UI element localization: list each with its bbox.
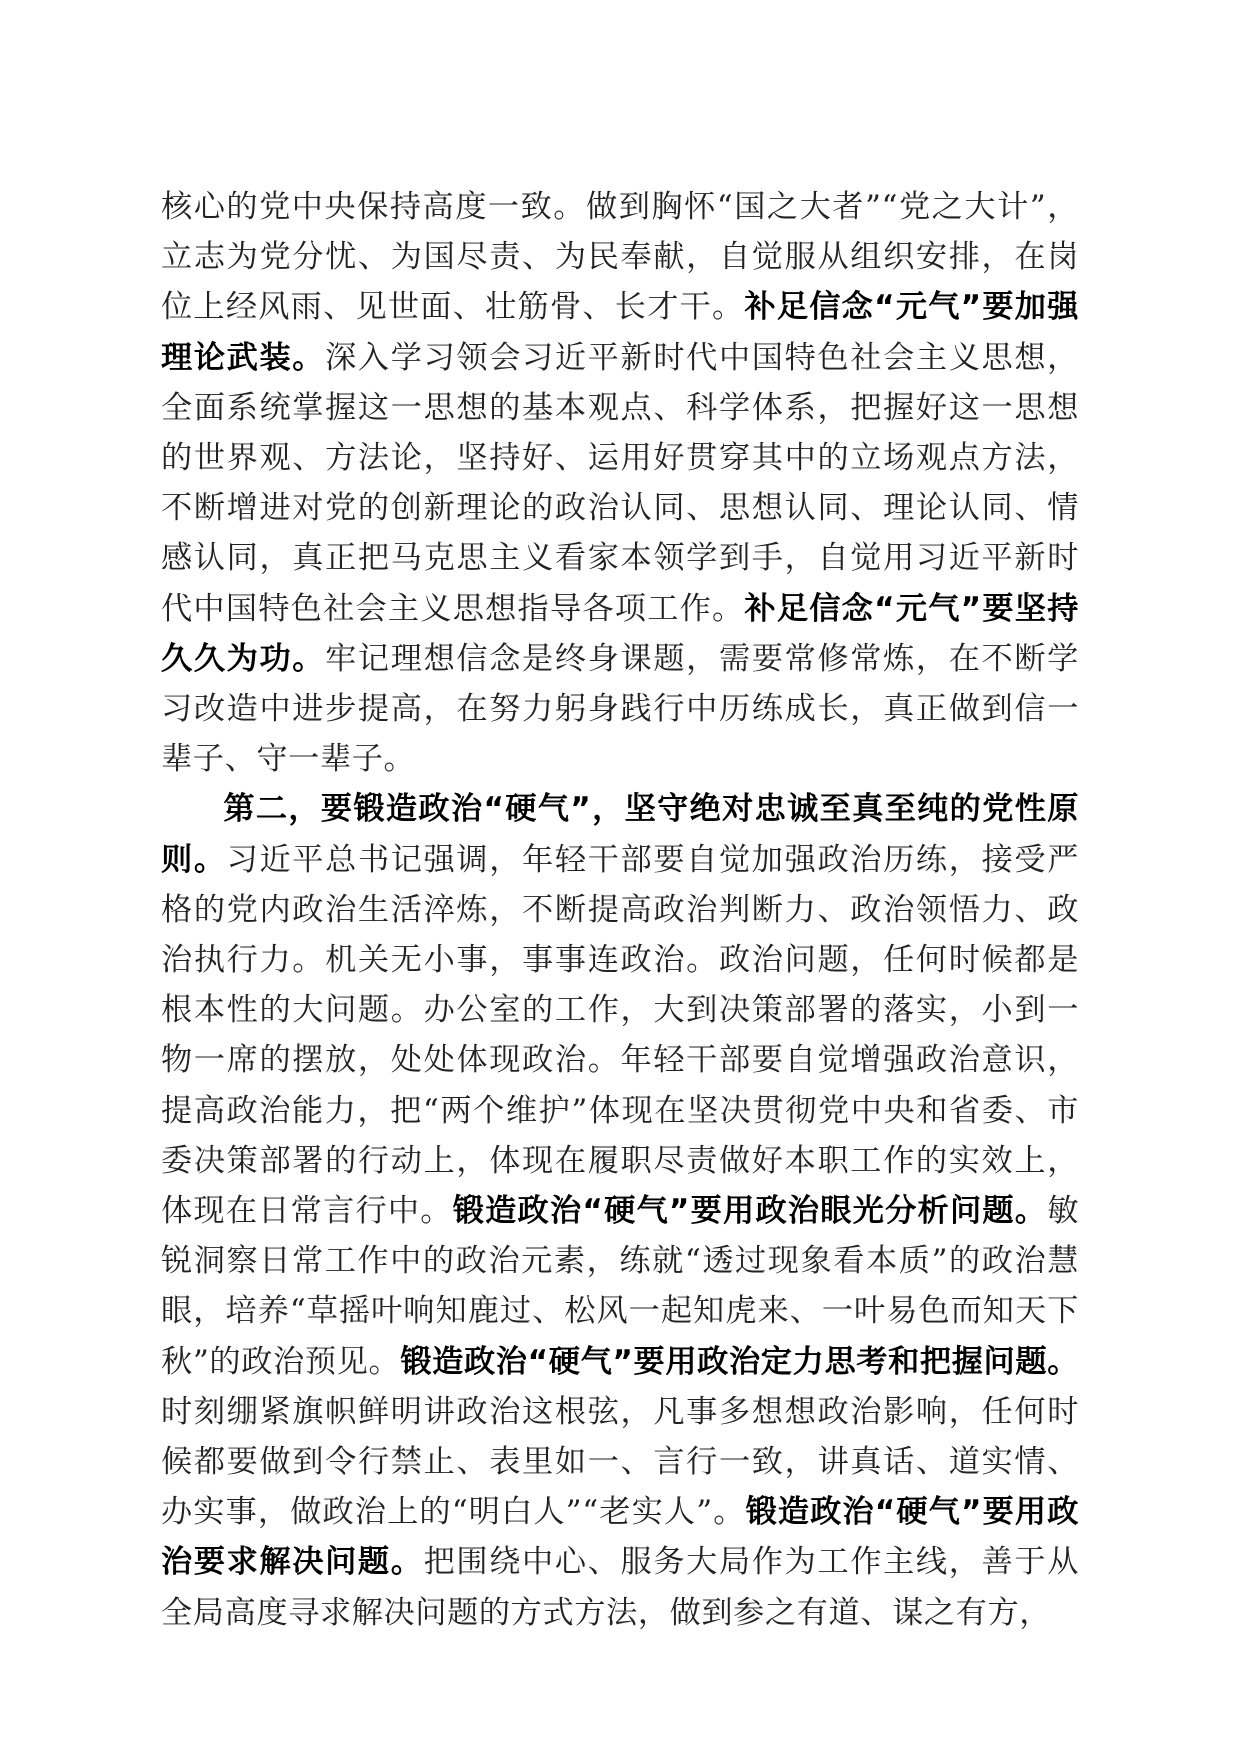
text-run: 深入学习领会习近平新时代中国特色社会主义思想，全面系统掌握这一思想的基本观点、科学体系，把握好这一思想的世界观、方法论，坚持好、运用好贯穿其中的立场观点方法，不断增进对党的创新理论的政治认同、思想认同、理论认同、情感认同，真正把马克思主义看家本领学到手，自觉用习近平新时代中国特色社会主义思想指导各项工作。 — [161, 339, 1079, 627]
paragraph-1 — [161, 182, 1079, 784]
bold-heading-run: 锻造政治“硬气”要用政治眼光分析问题。 — [452, 1193, 1048, 1230]
text-run: 核心的党中央保持高度一致。做到胸怀“国之大者”“党之大计”，立志为党分忧、为国尽责、为民奉献，自觉服从组织安排，在岗位上经风雨、见世面、壮筋骨、长才干。 — [161, 189, 1079, 326]
text-run: 敏锐洞察日常工作中的政治元素，练就“透过现象看本质”的政治慧眼，培养“草摇叶响知鹿过、松风一起知虎来、一叶易色而知天下秋”的政治预见。 — [161, 1193, 1079, 1380]
bold-heading-run: 补足信念“元气”要坚持久久为功。 — [161, 590, 1079, 677]
text-run: 习近平总书记强调，年轻干部要自觉加强政治历练，接受严格的党内政治生活淬炼，不断提高政治判断力、政治领悟力、政治执行力。机关无小事，事事连政治。政治问题，任何时候都是根本性的大问题。办公室的工作，大到决策部署的落实，小到一物一席的摆放，处处体现政治。年轻干部要自觉增强政治意识，提高政治能力，把“两个维护”体现在坚决贯彻党中央和省委、市委决策部署的行动上，体现在履职尽责做好本职工作的实效上，体现在日常言行中。 — [161, 841, 1079, 1230]
bold-heading-run: 锻造政治“硬气”要用政治要求解决问题。 — [161, 1494, 1079, 1581]
paragraph-2 — [161, 784, 1079, 1637]
text-run: 时刻绷紧旗帜鲜明讲政治这根弦，凡事多想想政治影响，任何时候都要做到令行禁止、表里如一、言行一致，讲真话、道实情、办实事，做政治上的“明白人”“老实人”。 — [161, 1393, 1079, 1531]
bold-heading-run: 补足信念“元气”要加强理论武装。 — [161, 289, 1079, 376]
document-page — [161, 182, 1079, 1662]
bold-heading-run: 锻造政治“硬气”要用政治定力思考和把握问题。 — [400, 1343, 1079, 1380]
text-run: 牢记理想信念是终身课题，需要常修常炼，在不断学习改造中进步提高，在努力躬身践行中历练成长，真正做到信一辈子、守一辈子。 — [161, 640, 1079, 778]
section-heading-run: 第二，要锻造政治“硬气”，坚守绝对忠诚至真至纯的党性原则。 — [161, 791, 1079, 878]
text-run: 把围绕中心、服务大局作为工作主线，善于从全局高度寻求解决问题的方式方法，做到参之有道、谋之有方， — [161, 1544, 1079, 1631]
